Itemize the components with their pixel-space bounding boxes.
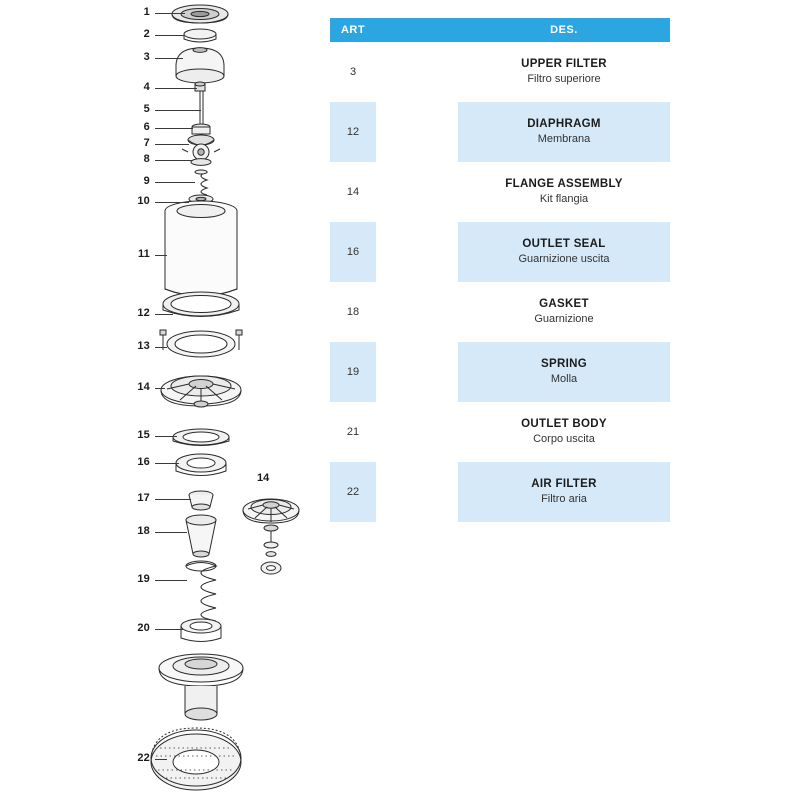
des-title: OUTLET BODY <box>521 417 607 430</box>
des-subtitle: Membrana <box>537 133 591 146</box>
callout-number: 3 <box>143 51 150 63</box>
exploded-parts-drawing <box>0 0 320 800</box>
des-title: FLANGE ASSEMBLY <box>505 177 623 190</box>
parts-table-panel <box>330 18 670 522</box>
callout-number: 18 <box>137 525 150 537</box>
table-row <box>330 42 670 102</box>
des-subtitle: Guarnizione <box>534 313 594 326</box>
callout-leader <box>155 128 193 129</box>
callout-number: 11 <box>137 248 150 260</box>
callout-leader <box>155 202 189 203</box>
callout-leader <box>155 759 167 760</box>
callout-number: 8 <box>143 153 150 165</box>
callout-number: 15 <box>137 429 150 441</box>
callout-number: 6 <box>143 121 150 133</box>
part-gasket-18 <box>186 515 216 557</box>
callout-leader <box>155 88 197 89</box>
table-row <box>330 462 670 522</box>
des-title: SPRING <box>541 357 587 370</box>
cell-art: 12 <box>330 102 376 162</box>
callout-leader <box>155 532 187 533</box>
part-spring <box>186 561 216 621</box>
callout-number: 2 <box>143 28 150 40</box>
callout-leader <box>155 388 165 389</box>
des-title: OUTLET SEAL <box>522 237 606 250</box>
callout-leader <box>155 144 189 145</box>
cell-art: 18 <box>346 306 360 318</box>
des-subtitle: Guarnizione uscita <box>518 253 610 266</box>
des-title: UPPER FILTER <box>521 57 607 70</box>
callout-number: 16 <box>137 456 150 468</box>
cell-des <box>458 162 670 222</box>
callout-number: 7 <box>143 137 150 149</box>
column-header-art: ART <box>330 18 376 42</box>
callout-number: 17 <box>137 492 150 504</box>
cell-des <box>458 342 670 402</box>
part-stem-nut <box>195 82 205 91</box>
part-ring-2 <box>184 29 216 42</box>
cell-gap <box>376 342 458 402</box>
callout-number: 9 <box>143 175 150 187</box>
callout-leader <box>155 13 185 14</box>
cell-gap <box>376 462 458 522</box>
part-outlet-body <box>159 654 243 720</box>
part-diaphragm <box>163 292 239 317</box>
part-cone-17 <box>189 491 213 510</box>
callout-number: 5 <box>143 103 150 115</box>
des-subtitle: Kit flangia <box>539 193 589 206</box>
callout-leader <box>155 182 195 183</box>
callout-leader <box>155 463 179 464</box>
callout-leader <box>155 35 185 36</box>
callout-leader <box>155 499 191 500</box>
callout-leader <box>155 629 183 630</box>
cell-art: 19 <box>330 342 376 402</box>
callout-number: 19 <box>137 573 150 585</box>
cell-gap <box>376 162 458 222</box>
table-row <box>330 102 670 162</box>
callout-leader <box>155 58 183 59</box>
cell-gap <box>376 42 458 102</box>
cell-gap <box>376 102 458 162</box>
cell-des <box>458 462 670 522</box>
cell-gap <box>376 282 458 342</box>
callout-number: 4 <box>143 81 150 93</box>
callout-number: 10 <box>137 195 150 207</box>
cell-gap <box>376 402 458 462</box>
detail-callout-14: 14 <box>257 472 270 484</box>
des-subtitle: Filtro aria <box>541 493 587 506</box>
callout-number: 1 <box>143 6 150 18</box>
callout-leader <box>155 255 167 256</box>
part-upper-filter <box>176 48 224 83</box>
part-top-cap <box>172 5 228 23</box>
cell-art: 3 <box>349 66 357 78</box>
callout-leader <box>155 110 201 111</box>
callout-number: 14 <box>137 381 150 393</box>
cell-des <box>458 42 670 102</box>
cell-des <box>458 282 670 342</box>
detail-view-flange <box>228 488 318 598</box>
part-seal-15 <box>173 429 229 446</box>
des-subtitle: Filtro superiore <box>527 73 601 86</box>
callout-number: 12 <box>137 307 150 319</box>
part-outlet-seal <box>176 454 226 476</box>
part-small-spring <box>195 170 207 195</box>
column-header-des: DES. <box>458 18 670 42</box>
des-subtitle: Molla <box>550 373 578 386</box>
callout-number: 22 <box>137 752 150 764</box>
des-title: GASKET <box>539 297 589 310</box>
part-gasket-ring <box>160 330 242 357</box>
callout-leader <box>155 314 173 315</box>
des-title: AIR FILTER <box>531 477 597 490</box>
callout-leader <box>155 580 187 581</box>
callout-leader <box>155 160 193 161</box>
cell-art: 14 <box>346 186 360 198</box>
cell-art: 16 <box>330 222 376 282</box>
parts-table <box>330 18 670 522</box>
table-row <box>330 162 670 222</box>
part-main-body <box>165 201 237 296</box>
callout-number: 13 <box>137 340 150 352</box>
table-row <box>330 222 670 282</box>
cell-art: 21 <box>346 426 360 438</box>
cell-gap <box>376 222 458 282</box>
cell-art: 22 <box>330 462 376 522</box>
table-header-row <box>330 18 670 42</box>
des-subtitle: Corpo uscita <box>533 433 595 446</box>
part-flange-assembly <box>161 376 241 407</box>
cell-des <box>458 222 670 282</box>
part-rod <box>200 91 203 124</box>
callout-number: 20 <box>137 622 150 634</box>
exploded-diagram-panel <box>0 0 320 800</box>
column-header-gap <box>376 18 458 42</box>
table-row <box>330 282 670 342</box>
callout-leader <box>155 347 167 348</box>
table-row <box>330 402 670 462</box>
cell-des <box>458 402 670 462</box>
callout-leader <box>155 436 177 437</box>
table-row <box>330 342 670 402</box>
part-seat-ring-20 <box>181 619 221 642</box>
des-title: DIAPHRAGM <box>527 117 601 130</box>
cell-des <box>458 102 670 162</box>
